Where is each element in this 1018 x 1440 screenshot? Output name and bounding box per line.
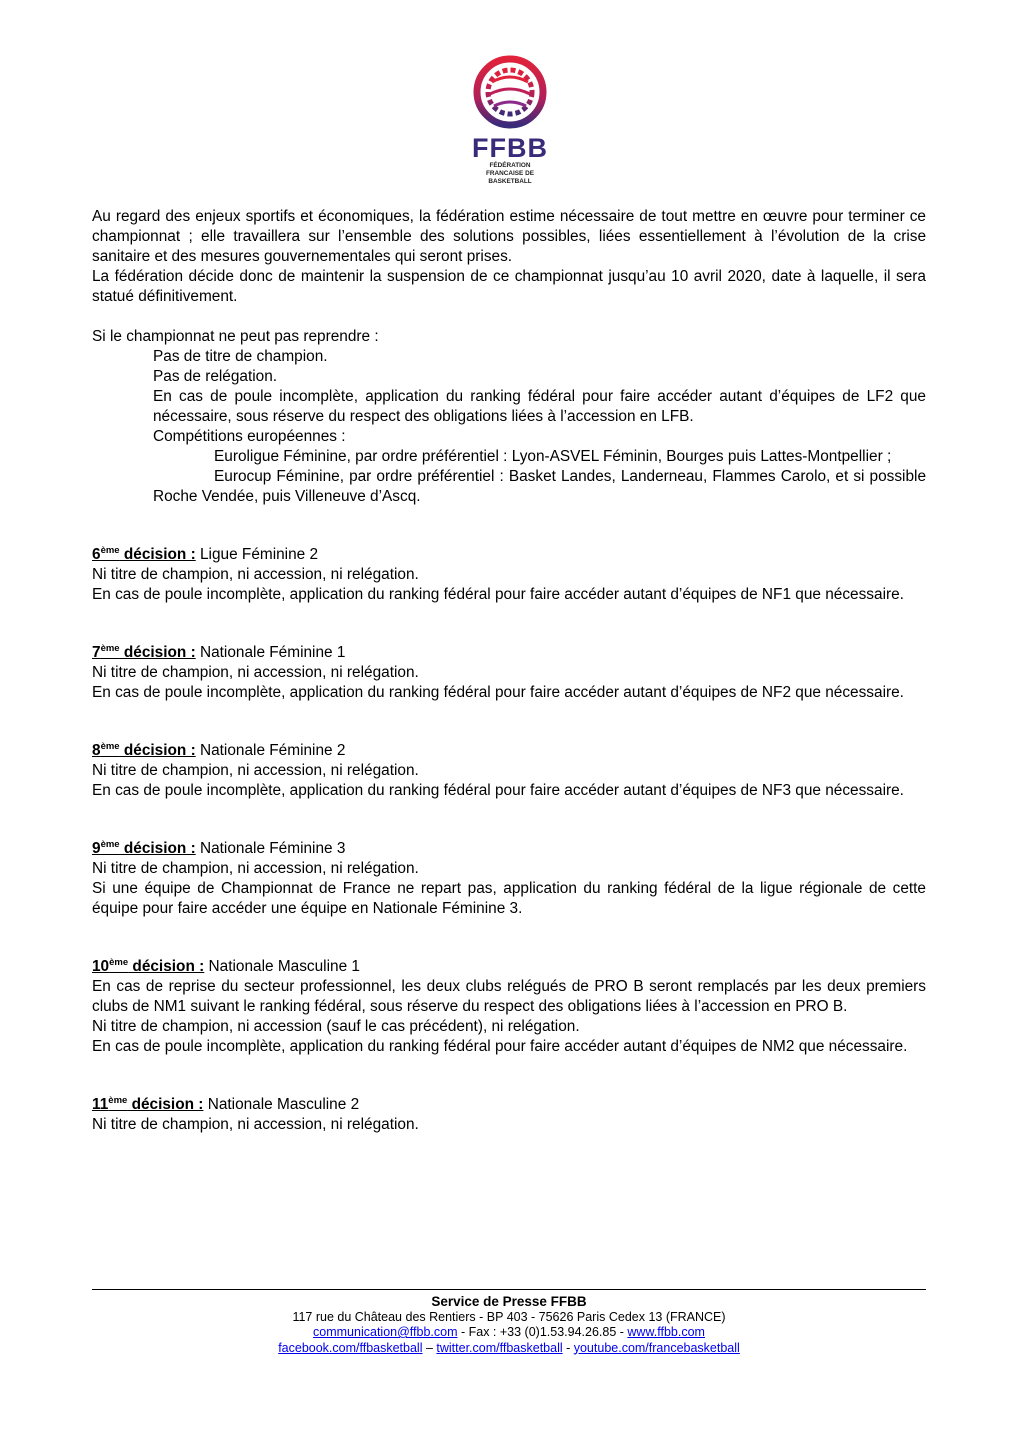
decision-line: En cas de poule incomplète, application du ranking fédéral pour faire accéder autant d’équipes de NF2 que nécessaire. — [92, 684, 904, 701]
decision-number — [92, 1096, 203, 1113]
footer-social — [92, 1341, 926, 1357]
decision-line: Si une équipe de Championnat de France ne repart pas, application du ranking fédéral de la ligue régionale de cette équipe pour faire accéder une équipe en Nationale Féminine 3. — [92, 880, 926, 917]
decision-line: En cas de poule incomplète, application du ranking fédéral pour faire accéder autant d’équipes de NF3 que nécessaire. — [92, 782, 904, 799]
decision-block — [92, 741, 926, 801]
decision-number — [92, 742, 196, 759]
decision-line: Ni titre de champion, ni accession (sauf le cas précédent), ni relégation. — [92, 1018, 580, 1035]
decision-word: décision : — [128, 958, 205, 975]
decision-number — [92, 840, 196, 857]
ffbb-logo — [470, 52, 550, 194]
decision-block — [92, 839, 926, 919]
decisions-list — [92, 545, 926, 1135]
decision-heading — [92, 643, 926, 663]
decision-number — [92, 958, 204, 975]
decision-line: En cas de poule incomplète, application du ranking fédéral pour faire accéder autant d’équipes de NM2 que nécessaire. — [92, 1038, 908, 1055]
logo-sub-line: FÉDÉRATION — [489, 162, 531, 169]
decision-line: En cas de poule incomplète, application du ranking fédéral pour faire accéder autant d’équipes de NF1 que nécessaire. — [92, 586, 904, 603]
decision-line: Ni titre de champion, ni accession, ni relégation. — [92, 762, 419, 779]
separator: - — [562, 1340, 574, 1355]
decision-title: Nationale Masculine 1 — [204, 958, 360, 975]
decision-number — [92, 644, 196, 661]
footer — [92, 1289, 926, 1356]
decision-heading — [92, 957, 926, 977]
basketball-logo-icon — [470, 52, 550, 132]
decision-word: décision : — [119, 546, 196, 563]
intro-paragraph: La fédération décide donc de maintenir la suspension de ce championnat jusqu’au 10 avril 2020, date à laquelle, il sera statué définitivement. — [92, 268, 926, 305]
decision-title: Nationale Féminine 3 — [195, 840, 346, 857]
ordinal-suffix: ème — [100, 642, 120, 654]
decision-title: Nationale Féminine 1 — [195, 644, 346, 661]
intro-paragraph: Au regard des enjeux sportifs et économiques, la fédération estime nécessaire de tout mettre en œuvre pour terminer ce championnat ; elle travaillera sur l’ensemble des solutions possibles, liées essentiellement à l’évolution de la crise sanitaire et des mesures gouvernementales qui seront prises. — [92, 208, 926, 265]
decision-line: Ni titre de champion, ni accession, ni relégation. — [92, 860, 419, 877]
decision-heading — [92, 741, 926, 761]
decision-line: Ni titre de champion, ni accession, ni relégation. — [92, 664, 419, 681]
decision-ordinal: 11 — [92, 1096, 109, 1113]
email-link[interactable]: communication@ffbb.com — [313, 1325, 458, 1339]
ordinal-suffix: ème — [100, 838, 120, 850]
decision-heading — [92, 1095, 926, 1115]
list-item: Pas de titre de champion. — [153, 348, 328, 365]
decision-ordinal: 10 — [92, 958, 110, 975]
decision-title: Nationale Féminine 2 — [195, 742, 346, 759]
fax-text: - Fax : +33 (0)1.53.94.26.85 - — [457, 1325, 628, 1339]
decision-ordinal: 7 — [92, 644, 101, 661]
website-link[interactable]: www.ffbb.com — [627, 1325, 705, 1339]
decision-ordinal: 9 — [92, 840, 101, 857]
logo-wordmark: FFBB — [472, 133, 548, 163]
logo-subtitle — [470, 162, 550, 186]
footer-contact — [92, 1325, 926, 1341]
separator: – — [422, 1340, 437, 1355]
twitter-link[interactable]: twitter.com/ffbasketball — [436, 1340, 563, 1355]
decision-word: décision : — [119, 644, 196, 661]
decision-line: Ni titre de champion, ni accession, ni relégation. — [92, 1116, 419, 1133]
decision-block — [92, 957, 926, 1057]
decision-number — [92, 546, 196, 563]
ordinal-suffix: ème — [109, 956, 129, 968]
cannot-resume-lead: Si le championnat ne peut pas reprendre : — [92, 328, 379, 345]
list-item: Pas de relégation. — [153, 368, 278, 385]
decision-word: décision : — [119, 742, 196, 759]
decision-word: décision : — [127, 1096, 204, 1113]
footer-title: Service de Presse FFBB — [431, 1294, 587, 1309]
decision-heading — [92, 839, 926, 859]
decision-line: En cas de reprise du secteur professionnel, les deux clubs relégués de PRO B seront remplacés par les deux premiers clubs de NM1 suivant le ranking fédéral, sous réserve du respect des obligations liées à l’accession en PRO B. — [92, 978, 926, 1015]
decision-line: Ni titre de champion, ni accession, ni relégation. — [92, 566, 419, 583]
ordinal-suffix: ème — [100, 544, 120, 556]
logo-sub-line: FRANCAISE DE — [486, 170, 534, 177]
decision-ordinal: 6 — [92, 546, 101, 563]
ordinal-suffix: ème — [100, 740, 120, 752]
decision-heading — [92, 545, 926, 565]
decision-title: Ligue Féminine 2 — [195, 546, 319, 563]
decision-block — [92, 1095, 926, 1135]
decision-block — [92, 643, 926, 703]
decision-title: Nationale Masculine 2 — [203, 1096, 360, 1113]
facebook-link[interactable]: facebook.com/ffbasketball — [278, 1340, 423, 1355]
euroligue-item: Euroligue Féminine, par ordre préférentiel : Lyon-ASVEL Féminin, Bourges puis Lattes-Montpellier ; — [214, 448, 892, 465]
decision-word: décision : — [119, 840, 196, 857]
youtube-link[interactable]: youtube.com/francebasketball — [573, 1340, 740, 1355]
document-body — [92, 207, 926, 1135]
eurocup-item: Eurocup Féminine, par ordre préférentiel : Basket Landes, Landerneau, Flammes Carolo, et si possible Roche Vendée, puis Villeneuve d’Ascq. — [153, 468, 926, 505]
list-item: En cas de poule incomplète, application du ranking fédéral pour faire accéder autant d’équipes de LF2 que nécessaire, sous réserve du respect des obligations liées à l’accession en LFB. — [153, 388, 926, 425]
ordinal-suffix: ème — [108, 1094, 128, 1106]
logo-sub-line: BASKETBALL — [488, 178, 532, 185]
footer-address: 117 rue du Château des Rentiers - BP 403 - 75626 Paris Cedex 13 (FRANCE) — [292, 1309, 726, 1324]
decision-block — [92, 545, 926, 605]
list-item: Compétitions européennes : — [153, 428, 346, 445]
decision-ordinal: 8 — [92, 742, 101, 759]
